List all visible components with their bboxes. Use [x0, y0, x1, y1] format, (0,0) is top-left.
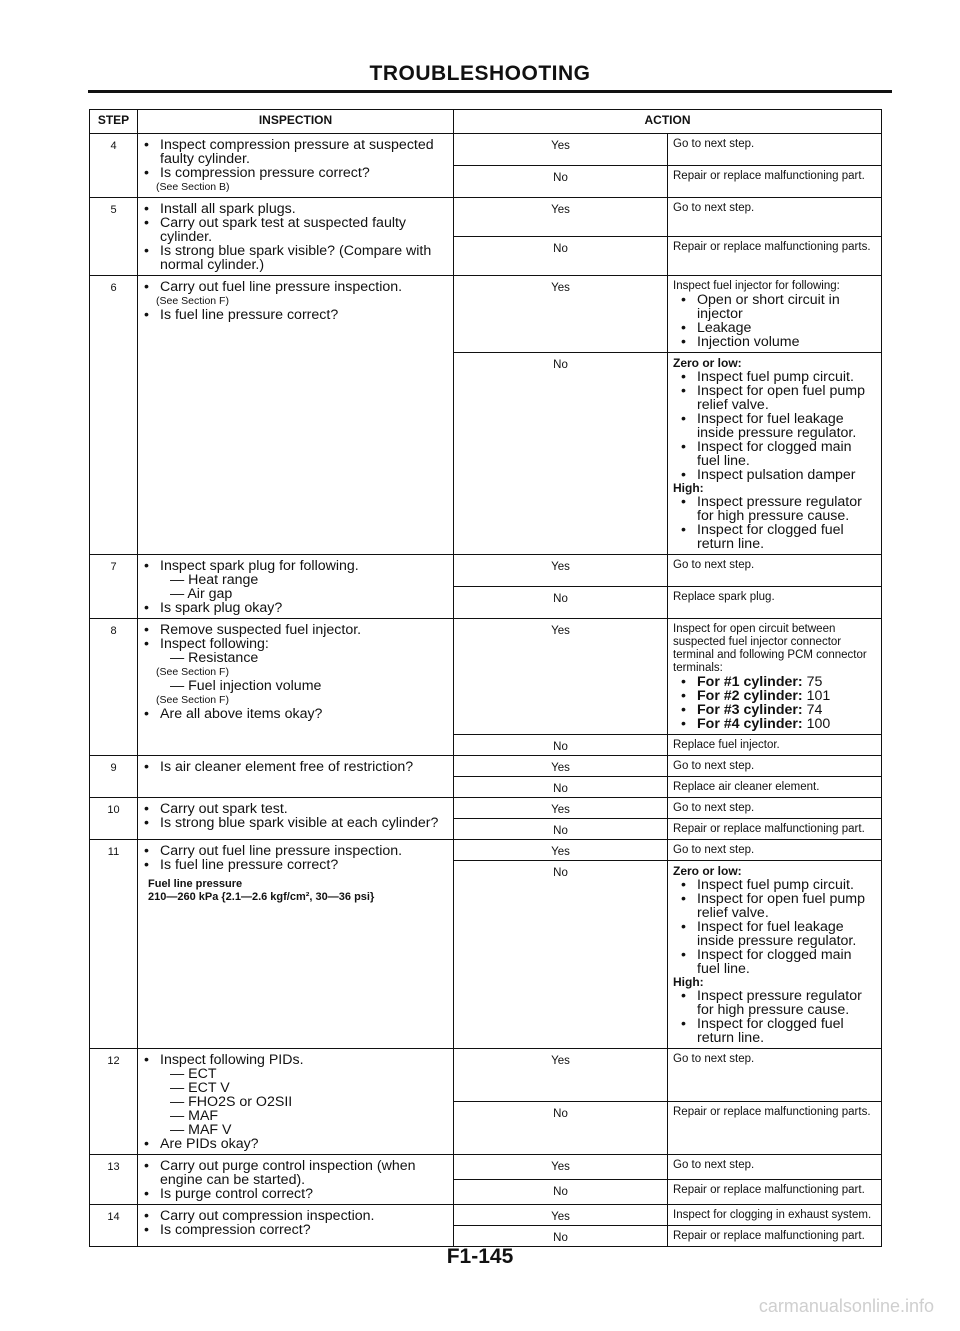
action-text: Replace air cleaner element.	[673, 781, 820, 793]
terminal-number: 75	[806, 674, 823, 690]
inspection-subitem: — MAF V	[170, 1122, 232, 1138]
bullet-icon: •	[681, 688, 686, 704]
action-text: Go to next step.	[673, 802, 755, 814]
action-text: Go to next step.	[673, 1159, 755, 1171]
result-yes: Yes	[454, 756, 668, 777]
action-text: Go to next step.	[673, 844, 755, 856]
action-cell	[668, 1155, 882, 1180]
inspection-cell	[138, 134, 454, 198]
inspection-subitem: — FHO2S or O2SII	[170, 1094, 293, 1110]
cylinder-label: For #3 cylinder:	[697, 702, 803, 718]
bullet-icon: •	[144, 1052, 149, 1068]
cylinder-terminal-item	[673, 717, 877, 731]
inspection-cell	[138, 798, 454, 840]
action-text: Inspect for clogging in exhaust system.	[673, 1209, 872, 1221]
inspection-bullet-text: Is air cleaner element free of restriction?	[160, 759, 414, 775]
action-text: Go to next step.	[673, 202, 755, 214]
action-text: Inspect for open circuit between suspected fuel injector connector terminal and following PCM connector terminals:	[673, 623, 867, 674]
action-text: Replace fuel injector.	[673, 739, 780, 751]
action-heading: Zero or low:	[673, 864, 742, 878]
action-bullet	[673, 989, 877, 1017]
inspection-bullet	[144, 1187, 449, 1201]
column-header-action: ACTION	[454, 110, 882, 134]
result-no: No	[454, 1102, 668, 1155]
action-bullet-text: Inspect for clogged main fuel line.	[697, 947, 852, 977]
inspection-cell	[138, 198, 454, 276]
step-number: 13	[90, 1155, 138, 1205]
action-cell	[668, 1180, 882, 1205]
inspection-cell	[138, 840, 454, 1049]
table-header-row	[90, 110, 882, 134]
action-text: Inspect fuel injector for following:	[673, 280, 840, 292]
result-yes: Yes	[454, 840, 668, 861]
action-bullet-text: Inspect fuel pump circuit.	[697, 877, 854, 893]
result-yes: Yes	[454, 198, 668, 237]
inspection-bullet	[144, 816, 449, 830]
table-row	[90, 555, 882, 587]
spec-text: 210—260 kPa {2.1—2.6 kgf/cm², 30—36 psi}	[148, 891, 375, 903]
spec-text: Fuel line pressure	[148, 878, 243, 890]
terminal-number: 100	[806, 716, 831, 732]
action-cell	[668, 798, 882, 819]
action-heading: High:	[673, 975, 704, 989]
bullet-icon: •	[144, 558, 149, 574]
troubleshooting-table	[89, 109, 882, 1247]
action-text: Repair or replace malfunctioning part.	[673, 1184, 865, 1196]
inspection-subitem: — ECT	[170, 1066, 217, 1082]
bullet-icon: •	[144, 636, 149, 652]
inspection-cell	[138, 276, 454, 555]
action-text: Replace spark plug.	[673, 591, 775, 603]
action-bullet-text: Inspect for clogged fuel return line.	[697, 522, 844, 552]
inspection-subitem: — Air gap	[170, 586, 233, 602]
inspection-bullet-text: Carry out compression inspection.	[160, 1208, 375, 1224]
bullet-icon: •	[144, 815, 149, 831]
page-title: TROUBLESHOOTING	[369, 62, 591, 85]
action-bullet-text: Inspect for clogged main fuel line.	[697, 439, 852, 469]
table-row	[90, 276, 882, 353]
bullet-icon: •	[681, 877, 686, 893]
inspection-bullet-text: Is spark plug okay?	[160, 600, 283, 616]
step-number: 10	[90, 798, 138, 840]
action-bullet	[673, 1017, 877, 1045]
action-cell	[668, 1049, 882, 1102]
inspection-subitem: — ECT V	[170, 1080, 230, 1096]
action-bullet	[673, 335, 877, 349]
column-header-inspection: INSPECTION	[138, 110, 454, 134]
inspection-bullet-text: Carry out fuel line pressure inspection.	[160, 279, 403, 295]
result-no: No	[454, 237, 668, 276]
bullet-icon: •	[144, 279, 149, 295]
step-number: 4	[90, 134, 138, 198]
action-bullet-text: Inspect for fuel leakage inside pressure regulator.	[697, 411, 857, 441]
bullet-icon: •	[681, 439, 686, 455]
action-bullet	[673, 440, 877, 468]
action-text: Repair or replace malfunctioning parts.	[673, 1106, 871, 1118]
action-cell	[668, 1205, 882, 1226]
bullet-icon: •	[681, 383, 686, 399]
inspection-bullet	[144, 1223, 449, 1237]
inspection-subitem: — Heat range	[170, 572, 259, 588]
bullet-icon: •	[681, 494, 686, 510]
inspection-bullet-text: Is fuel line pressure correct?	[160, 857, 339, 873]
inspection-bullet	[144, 1209, 449, 1223]
action-bullet-text: Inspect fuel pump circuit.	[697, 369, 854, 385]
cylinder-label: For #1 cylinder:	[697, 674, 803, 690]
inspection-bullet-text: Are all above items okay?	[160, 706, 323, 722]
inspection-bullet-text: Carry out purge control inspection (when engine can be started).	[160, 1158, 416, 1188]
inspection-bullet-text: Is compression pressure correct?	[160, 165, 370, 181]
inspection-bullet	[144, 138, 449, 166]
action-text: Repair or replace malfunctioning part.	[673, 823, 865, 835]
cylinder-terminal-text	[697, 717, 877, 731]
inspection-bullet	[144, 244, 449, 272]
bullet-icon: •	[681, 674, 686, 690]
cylinder-terminal-item	[673, 689, 877, 703]
action-bullet-text: Leakage	[697, 320, 752, 336]
inspection-bullet	[144, 601, 449, 615]
action-heading: High:	[673, 481, 704, 495]
bullet-icon: •	[144, 243, 149, 259]
inspection-bullet	[144, 844, 449, 858]
inspection-bullet-text: Is fuel line pressure correct?	[160, 307, 339, 323]
section-reference: (See Section F)	[156, 694, 229, 706]
action-bullet	[673, 878, 877, 892]
cylinder-terminal-item	[673, 703, 877, 717]
table-row	[90, 619, 882, 735]
inspection-bullet	[144, 280, 449, 294]
action-cell	[668, 198, 882, 237]
action-bullet	[673, 293, 877, 321]
action-bullet	[673, 892, 877, 920]
section-reference: (See Section B)	[156, 181, 230, 193]
bullet-icon: •	[144, 137, 149, 153]
action-bullet	[673, 412, 877, 440]
inspection-bullet	[144, 1137, 449, 1151]
inspection-cell	[138, 555, 454, 619]
step-number: 5	[90, 198, 138, 276]
action-cell	[668, 353, 882, 555]
action-cell	[668, 555, 882, 587]
result-yes: Yes	[454, 134, 668, 166]
action-bullet	[673, 468, 877, 482]
action-cell	[668, 619, 882, 735]
action-bullet-text: Inspect pressure regulator for high pressure cause.	[697, 988, 862, 1018]
step-number: 6	[90, 276, 138, 555]
inspection-bullet	[144, 802, 449, 816]
result-yes: Yes	[454, 1155, 668, 1180]
bullet-icon: •	[144, 1186, 149, 1202]
action-bullet	[673, 321, 877, 335]
result-no: No	[454, 1180, 668, 1205]
bullet-icon: •	[144, 1208, 149, 1224]
cylinder-terminal-text	[697, 703, 877, 717]
inspection-bullet-text: Inspect following PIDs.	[160, 1052, 304, 1068]
result-yes: Yes	[454, 276, 668, 353]
inspection-bullet-text: Are PIDs okay?	[160, 1136, 259, 1152]
action-bullet	[673, 495, 877, 523]
inspection-bullet-text: Carry out spark test at suspected faulty cylinder.	[160, 215, 407, 245]
inspection-bullet	[144, 707, 449, 721]
inspection-bullet	[144, 166, 449, 180]
step-number: 14	[90, 1205, 138, 1247]
action-cell	[668, 1102, 882, 1155]
step-number: 11	[90, 840, 138, 1049]
inspection-bullet	[144, 559, 449, 573]
inspection-bullet-text: Inspect following:	[160, 636, 269, 652]
inspection-bullet-text: Is strong blue spark visible at each cylinder?	[160, 815, 439, 831]
action-cell	[668, 134, 882, 166]
action-bullet	[673, 948, 877, 976]
bullet-icon: •	[681, 522, 686, 538]
action-cell	[668, 276, 882, 353]
bullet-icon: •	[681, 467, 686, 483]
step-number: 9	[90, 756, 138, 798]
section-reference: (See Section F)	[156, 295, 229, 307]
action-cell	[668, 756, 882, 777]
inspection-bullet-text: Inspect compression pressure at suspected faulty cylinder.	[160, 137, 434, 167]
bullet-icon: •	[681, 411, 686, 427]
action-bullet-text: Open or short circuit in injector	[697, 292, 840, 322]
result-yes: Yes	[454, 619, 668, 735]
action-cell	[668, 237, 882, 276]
inspection-subitem: — MAF	[170, 1108, 219, 1124]
table-row	[90, 1049, 882, 1102]
bullet-icon: •	[681, 988, 686, 1004]
bullet-icon: •	[144, 1222, 149, 1238]
bullet-icon: •	[681, 369, 686, 385]
cylinder-terminal-text	[697, 675, 877, 689]
bullet-icon: •	[144, 307, 149, 323]
bullet-icon: •	[144, 1158, 149, 1174]
table-row	[90, 1155, 882, 1180]
inspection-bullet-text: Install all spark plugs.	[160, 201, 296, 217]
action-text: Go to next step.	[673, 559, 755, 571]
action-bullet	[673, 384, 877, 412]
cylinder-terminal-item	[673, 675, 877, 689]
result-no: No	[454, 819, 668, 840]
inspection-bullet	[144, 623, 449, 637]
bullet-icon: •	[144, 843, 149, 859]
inspection-cell	[138, 756, 454, 798]
action-text: Repair or replace malfunctioning part.	[673, 170, 865, 182]
inspection-bullet	[144, 858, 449, 872]
table-row	[90, 840, 882, 861]
result-no: No	[454, 777, 668, 798]
action-text: Go to next step.	[673, 138, 755, 150]
inspection-bullet-text: Is strong blue spark visible? (Compare with normal cylinder.)	[160, 243, 432, 273]
table-row	[90, 798, 882, 819]
action-bullet-text: Inspect pulsation damper	[697, 467, 856, 483]
result-no: No	[454, 166, 668, 198]
terminal-number: 74	[806, 702, 823, 718]
title-rule	[88, 90, 892, 93]
action-bullet-text: Inspect for fuel leakage inside pressure regulator.	[697, 919, 857, 949]
inspection-bullet-text: Is purge control correct?	[160, 1186, 313, 1202]
action-text: Go to next step.	[673, 1053, 755, 1065]
bullet-icon: •	[681, 891, 686, 907]
step-number: 8	[90, 619, 138, 756]
action-cell	[668, 840, 882, 861]
column-header-step: STEP	[90, 110, 138, 134]
action-bullet-text: Injection volume	[697, 334, 800, 350]
step-number: 7	[90, 555, 138, 619]
bullet-icon: •	[681, 702, 686, 718]
action-bullet-text: Inspect pressure regulator for high pressure cause.	[697, 494, 862, 524]
bullet-icon: •	[144, 215, 149, 231]
bullet-icon: •	[681, 1016, 686, 1032]
bullet-icon: •	[144, 165, 149, 181]
bullet-icon: •	[144, 759, 149, 775]
result-no: No	[454, 735, 668, 756]
action-cell	[668, 587, 882, 619]
table-row	[90, 1205, 882, 1226]
inspection-bullet-text: Inspect spark plug for following.	[160, 558, 359, 574]
table-body	[90, 134, 882, 1247]
action-text: Repair or replace malfunctioning part.	[673, 1230, 865, 1242]
inspection-cell	[138, 1155, 454, 1205]
result-no: No	[454, 1226, 668, 1247]
inspection-bullet-text: Carry out fuel line pressure inspection.	[160, 843, 403, 859]
bullet-icon: •	[144, 201, 149, 217]
table-row	[90, 134, 882, 166]
inspection-bullet	[144, 216, 449, 244]
table-row	[90, 756, 882, 777]
bullet-icon: •	[681, 716, 686, 732]
action-bullet	[673, 370, 877, 384]
bullet-icon: •	[144, 1136, 149, 1152]
action-bullet	[673, 920, 877, 948]
result-no: No	[454, 353, 668, 555]
inspection-cell	[138, 1205, 454, 1247]
inspection-cell	[138, 1049, 454, 1155]
inspection-bullet	[144, 1053, 449, 1067]
cylinder-terminal-text	[697, 689, 877, 703]
action-text: Repair or replace malfunctioning parts.	[673, 241, 871, 253]
action-cell	[668, 861, 882, 1049]
bullet-icon: •	[681, 334, 686, 350]
action-cell	[668, 1226, 882, 1247]
action-bullet	[673, 523, 877, 551]
inspection-bullet-text: Is compression correct?	[160, 1222, 311, 1238]
action-heading: Zero or low:	[673, 356, 742, 370]
inspection-cell	[138, 619, 454, 756]
table-row	[90, 198, 882, 237]
section-reference: (See Section F)	[156, 666, 229, 678]
bullet-icon: •	[681, 320, 686, 336]
watermark: carmanualsonline.info	[758, 1296, 934, 1316]
terminal-number: 101	[806, 688, 831, 704]
cylinder-label: For #2 cylinder:	[697, 688, 803, 704]
inspection-subitem: — Resistance	[170, 650, 259, 666]
bullet-icon: •	[144, 600, 149, 616]
bullet-icon: •	[144, 622, 149, 638]
page-number: F1-145	[446, 1245, 514, 1268]
action-bullet-text: Inspect for open fuel pump relief valve.	[697, 383, 865, 413]
result-yes: Yes	[454, 1205, 668, 1226]
result-yes: Yes	[454, 1049, 668, 1102]
inspection-bullet	[144, 308, 449, 322]
inspection-bullet	[144, 202, 449, 216]
inspection-bullet	[144, 760, 449, 774]
action-cell	[668, 166, 882, 198]
result-no: No	[454, 861, 668, 1049]
inspection-bullet	[144, 1159, 449, 1187]
bullet-icon: •	[144, 706, 149, 722]
inspection-subitem: — Fuel injection volume	[170, 678, 322, 694]
action-bullet-text: Inspect for open fuel pump relief valve.	[697, 891, 865, 921]
inspection-bullet	[144, 637, 449, 651]
action-text: Go to next step.	[673, 760, 755, 772]
bullet-icon: •	[144, 857, 149, 873]
step-number: 12	[90, 1049, 138, 1155]
action-bullet-text: Inspect for clogged fuel return line.	[697, 1016, 844, 1046]
action-cell	[668, 735, 882, 756]
action-cell	[668, 819, 882, 840]
bullet-icon: •	[681, 292, 686, 308]
cylinder-label: For #4 cylinder:	[697, 716, 803, 732]
result-no: No	[454, 587, 668, 619]
inspection-bullet-text: Remove suspected fuel injector.	[160, 622, 362, 638]
bullet-icon: •	[681, 947, 686, 963]
result-yes: Yes	[454, 555, 668, 587]
action-cell	[668, 777, 882, 798]
inspection-bullet-text: Carry out spark test.	[160, 801, 288, 817]
result-yes: Yes	[454, 798, 668, 819]
bullet-icon: •	[144, 801, 149, 817]
bullet-icon: •	[681, 919, 686, 935]
